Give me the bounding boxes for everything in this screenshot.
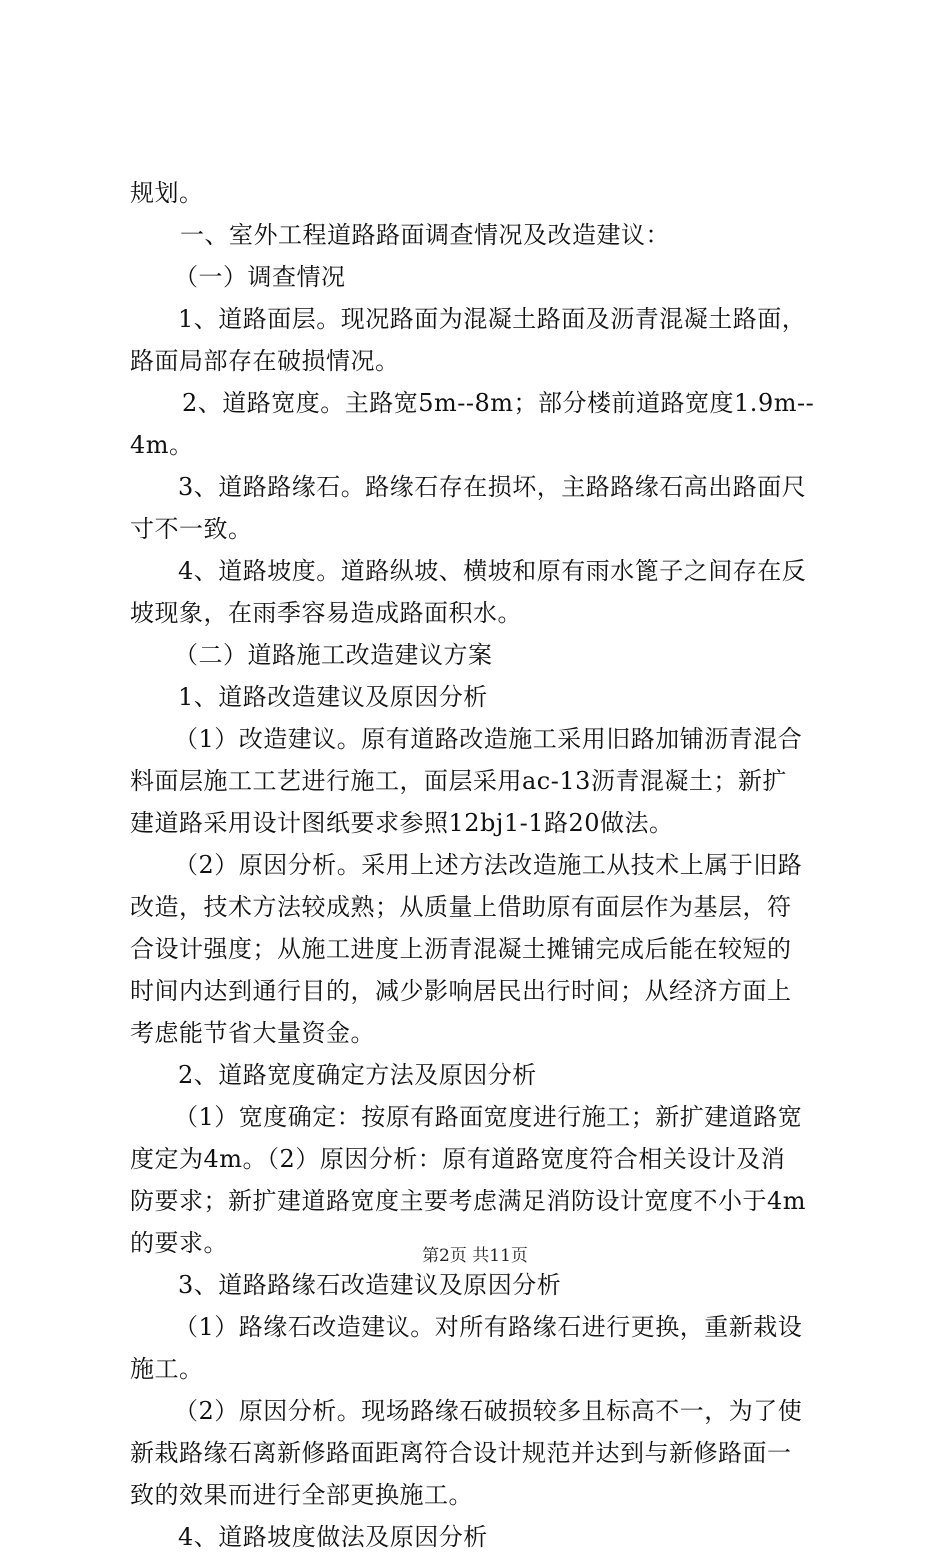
paragraph-line: 3、道路路缘石改造建议及原因分析 bbox=[178, 1271, 562, 1299]
paragraph-line: 时间内达到通行目的，减少影响居民出行时间；从经济方面上 bbox=[130, 977, 792, 1005]
paragraph-line: 新栽路缘石离新修路面距离符合设计规范并达到与新修路面一 bbox=[130, 1439, 792, 1467]
paragraph-line: 寸不一致。 bbox=[130, 515, 253, 543]
paragraph-line: （2）原因分析。现场路缘石破损较多且标高不一，为了使 bbox=[174, 1397, 803, 1425]
paragraph-line: 防要求；新扩建道路宽度主要考虑满足消防设计宽度不小于4m bbox=[130, 1187, 807, 1215]
paragraph-line: 1、道路改造建议及原因分析 bbox=[178, 683, 488, 711]
section-heading: 一、室外工程道路路面调查情况及改造建议： bbox=[180, 221, 670, 249]
paragraph-line: 路面局部存在破损情况。 bbox=[130, 347, 400, 375]
paragraph-line: 3、道路路缘石。路缘石存在损坏，主路路缘石高出路面尺 bbox=[178, 473, 807, 501]
paragraph-line: 改造，技术方法较成熟；从质量上借助原有面层作为基层，符 bbox=[130, 893, 792, 921]
paragraph-line: 坡现象，在雨季容易造成路面积水。 bbox=[130, 599, 522, 627]
paragraph-line: 合设计强度；从施工进度上沥青混凝土摊铺完成后能在较短的 bbox=[130, 935, 792, 963]
paragraph-line: 4、道路坡度。道路纵坡、横坡和原有雨水篦子之间存在反 bbox=[178, 557, 807, 585]
paragraph-line: （1）改造建议。原有道路改造施工采用旧路加铺沥青混合 bbox=[174, 725, 803, 753]
paragraph-line: 4m。 bbox=[130, 431, 194, 459]
paragraph-line: 2、道路宽度。主路宽5m--8m；部分楼前道路宽度1.9m-- bbox=[182, 389, 815, 417]
paragraph-line: 的要求。 bbox=[130, 1229, 228, 1257]
paragraph-line: 施工。 bbox=[130, 1355, 204, 1383]
paragraph-line: 1、道路面层。现况路面为混凝土路面及沥青混凝土路面， bbox=[178, 305, 807, 333]
subsection-heading: （一）调查情况 bbox=[174, 263, 346, 291]
page-number-footer: 第2页 共11页 bbox=[422, 1246, 528, 1266]
paragraph-line: 2、道路宽度确定方法及原因分析 bbox=[178, 1061, 537, 1089]
paragraph-line: （1）路缘石改造建议。对所有路缘石进行更换，重新栽设 bbox=[174, 1313, 803, 1341]
paragraph-line: 4、道路坡度做法及原因分析 bbox=[178, 1523, 488, 1551]
paragraph-line: 料面层施工工艺进行施工，面层采用ac-13沥青混凝土；新扩 bbox=[130, 767, 787, 795]
document-body bbox=[130, 172, 830, 1558]
paragraph-line: 考虑能节省大量资金。 bbox=[130, 1019, 375, 1047]
paragraph-line: 建道路采用设计图纸要求参照12bj1-1路20做法。 bbox=[130, 809, 674, 837]
paragraph-line: 规划。 bbox=[130, 179, 204, 207]
paragraph-line: 度定为4m。（2）原因分析：原有道路宽度符合相关设计及消 bbox=[130, 1145, 786, 1173]
subsection-heading: （二）道路施工改造建议方案 bbox=[174, 641, 493, 669]
paragraph-line: （2）原因分析。采用上述方法改造施工从技术上属于旧路 bbox=[174, 851, 803, 879]
paragraph-line: 致的效果而进行全部更换施工。 bbox=[130, 1481, 473, 1509]
paragraph-line: （1）宽度确定：按原有路面宽度进行施工；新扩建道路宽 bbox=[174, 1103, 803, 1131]
